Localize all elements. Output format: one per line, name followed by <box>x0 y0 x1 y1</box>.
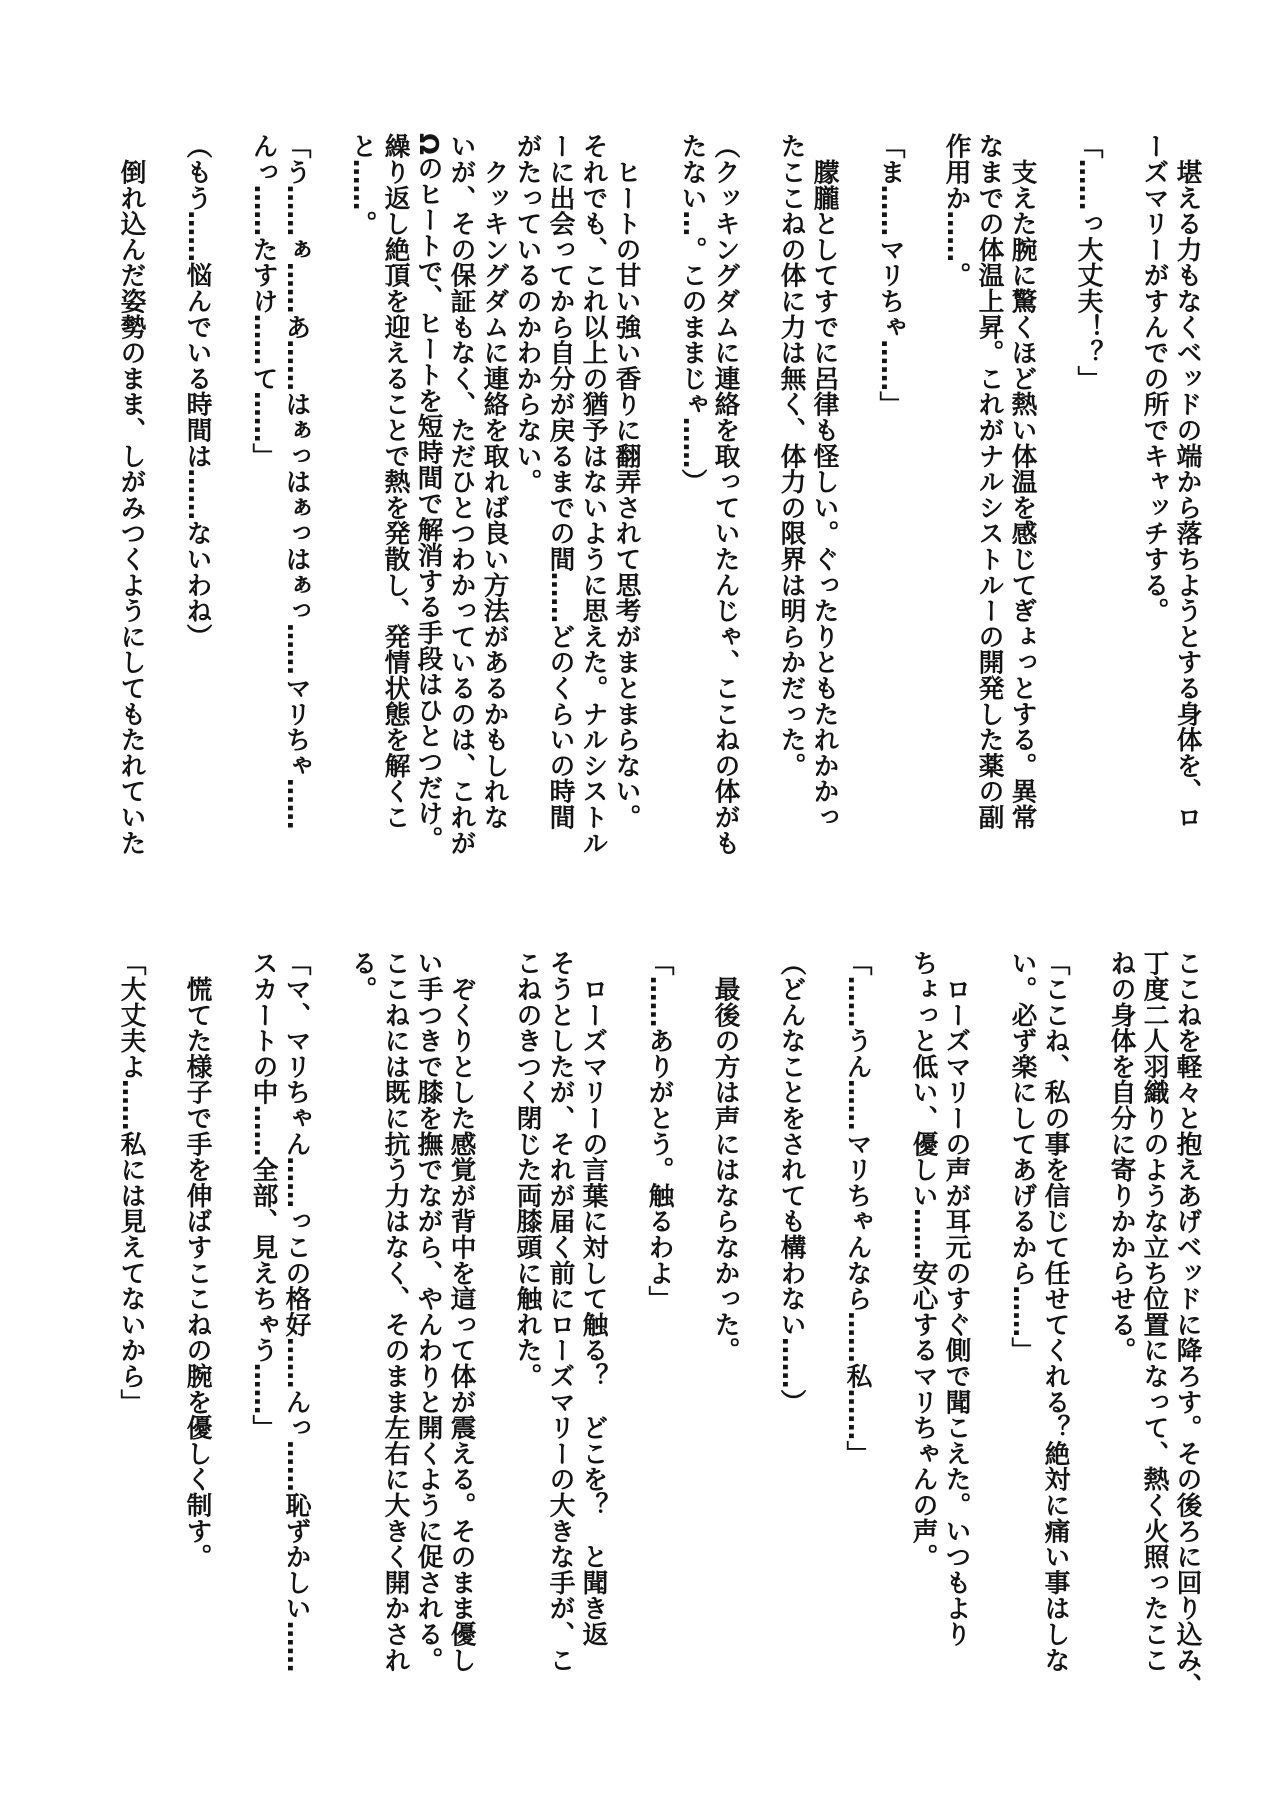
text-line: ローズマリーの声が耳元のすぐ側で聞こえた。いつもより <box>941 950 971 1647</box>
text-line: いが、その保証もなく、ただひとつわかっているのは、これが <box>446 133 476 856</box>
text-line: 「う……ぁ……あ……はぁっはぁっはぁっ……マリちゃ…… <box>281 133 311 830</box>
text-line: 支えた腕に驚くほど熱い体温を感じてぎょっとする。異常 <box>1007 133 1037 830</box>
blank-line <box>1104 133 1137 873</box>
blank-line <box>807 950 840 1690</box>
blank-line <box>873 950 906 1690</box>
text-line: い。必ず楽にしてあげるから……」 <box>1007 950 1037 1363</box>
text-line: 作用か……。 <box>941 133 971 288</box>
text-line: 「……うん……マリちゃんなら……私……」 <box>842 950 872 1466</box>
blank-line <box>213 133 246 873</box>
text-line: 最後の方は声にはならなかった。 <box>710 950 740 1363</box>
text-line: ここねを軽々と抱えあげベッドに降ろす。その後ろに回り込み、 <box>1172 950 1202 1699</box>
text-line: 慌てた様子で手を伸ばすここねの腕を優しく制す。 <box>182 950 212 1570</box>
text-line: Ωのヒートで、ヒートを短時間で解消する手段はひとつだけ。 <box>413 133 443 852</box>
blank-line <box>1071 950 1104 1690</box>
text-line: クッキングダムに連絡を取れば良い方法があるかもしれな <box>479 133 509 830</box>
blank-line <box>213 950 246 1690</box>
text-line: スカートの中……全部、見えちゃう……」 <box>248 950 278 1441</box>
text-line: 丁度二人羽織りのような立ち位置になって、熱く火照ったここ <box>1139 950 1169 1673</box>
blank-line <box>147 133 180 873</box>
text-line: ヒートの甘い強い香りに翻弄されて思考がまとまらない。 <box>611 133 641 830</box>
text-line: （もう……悩んでいる時間は……ないわね） <box>182 133 212 649</box>
text-line: 繰り返し絶頂を迎えることで熱を発散し、発情状態を解くこ <box>380 133 410 830</box>
text-line: こねのきつく閉じた両膝頭に触れた。 <box>512 950 542 1389</box>
text-line: なまでの体温上昇。これがナルシストルーの開発した薬の副 <box>974 133 1004 830</box>
text-line: 「マ、マリちゃん……っこの格好……んっ……恥ずかしい…… <box>281 950 311 1673</box>
text-line: （どんなことをされても構わない……） <box>776 950 806 1415</box>
text-line: 「……っ大丈夫！？」 <box>1073 133 1103 391</box>
blank-line <box>609 950 642 1690</box>
text-line: そうとしたが、それが届く前にローズマリーの大きな手が、こ <box>545 950 575 1673</box>
blank-line <box>741 950 774 1690</box>
text-line: たここねの体に力は無く、体力の限界は明らかだった。 <box>776 133 806 778</box>
text-line: ーに出会ってから自分が戻るまでの間……どのくらいの時間 <box>545 133 575 830</box>
text-line: んっ……たすけ……て……」 <box>248 133 278 469</box>
text-line: 「大丈夫よ……私には見えてないから」 <box>116 950 146 1415</box>
text-line: 「ここね、私の事を信じて任せてくれる？絶対に痛い事はしな <box>1040 950 1070 1673</box>
text-line: 朦朧としてすでに呂律も怪しい。ぐったりともたれかかっ <box>809 133 839 830</box>
text-line: ぞくりとした感覚が背中を這って体が震える。そのまま優し <box>446 950 476 1673</box>
blank-line <box>1038 133 1071 873</box>
blank-line <box>906 133 939 873</box>
text-line: い手つきで膝を撫でながら、やんわりと開くように促される。 <box>413 950 443 1673</box>
blank-line <box>477 950 510 1690</box>
blank-line <box>642 133 675 873</box>
text-block-lower <box>114 950 1203 1699</box>
text-block-upper <box>114 133 1203 873</box>
blank-line <box>147 950 180 1690</box>
text-line: ここねには既に抗う力はなく、そのまま左右に大きく開かされ <box>380 950 410 1673</box>
text-line: る。 <box>347 950 377 1002</box>
blank-line <box>972 950 1005 1690</box>
text-line: たない…。このままじゃ……） <box>677 133 707 495</box>
text-line: と……。 <box>347 133 377 237</box>
blank-line <box>840 133 873 873</box>
text-line: （クッキングダムに連絡を取っていたんじゃ、ここねの体がも <box>710 133 740 856</box>
blank-line <box>675 950 708 1690</box>
text-line: ちょっと低い、優しい……安心するマリちゃんの声。 <box>908 950 938 1570</box>
blank-line <box>312 133 345 873</box>
text-line: ねの身体を自分に寄りかからせる。 <box>1106 950 1136 1363</box>
text-line: それでも、これ以上の猶予はないように思えた。ナルシストル <box>578 133 608 856</box>
text-line: 堪える力もなくベッドの端から落ちようとする身体を、ロ <box>1172 133 1202 830</box>
blank-line <box>741 133 774 873</box>
text-line: 「……ありがとう。触るわよ」 <box>644 950 674 1312</box>
text-line: がたっているのかわからない。 <box>512 133 542 495</box>
text-line: 「ま……マリちゃ……」 <box>875 133 905 417</box>
blank-line <box>312 950 345 1690</box>
text-line: ローズマリーの言葉に対して触る？ どこを？ と聞き返 <box>578 950 608 1647</box>
text-line: ーズマリーがすんでの所でキャッチする。 <box>1139 133 1169 624</box>
text-line: 倒れ込んだ姿勢のまま、しがみつくようにしてもたれていた <box>116 133 146 856</box>
